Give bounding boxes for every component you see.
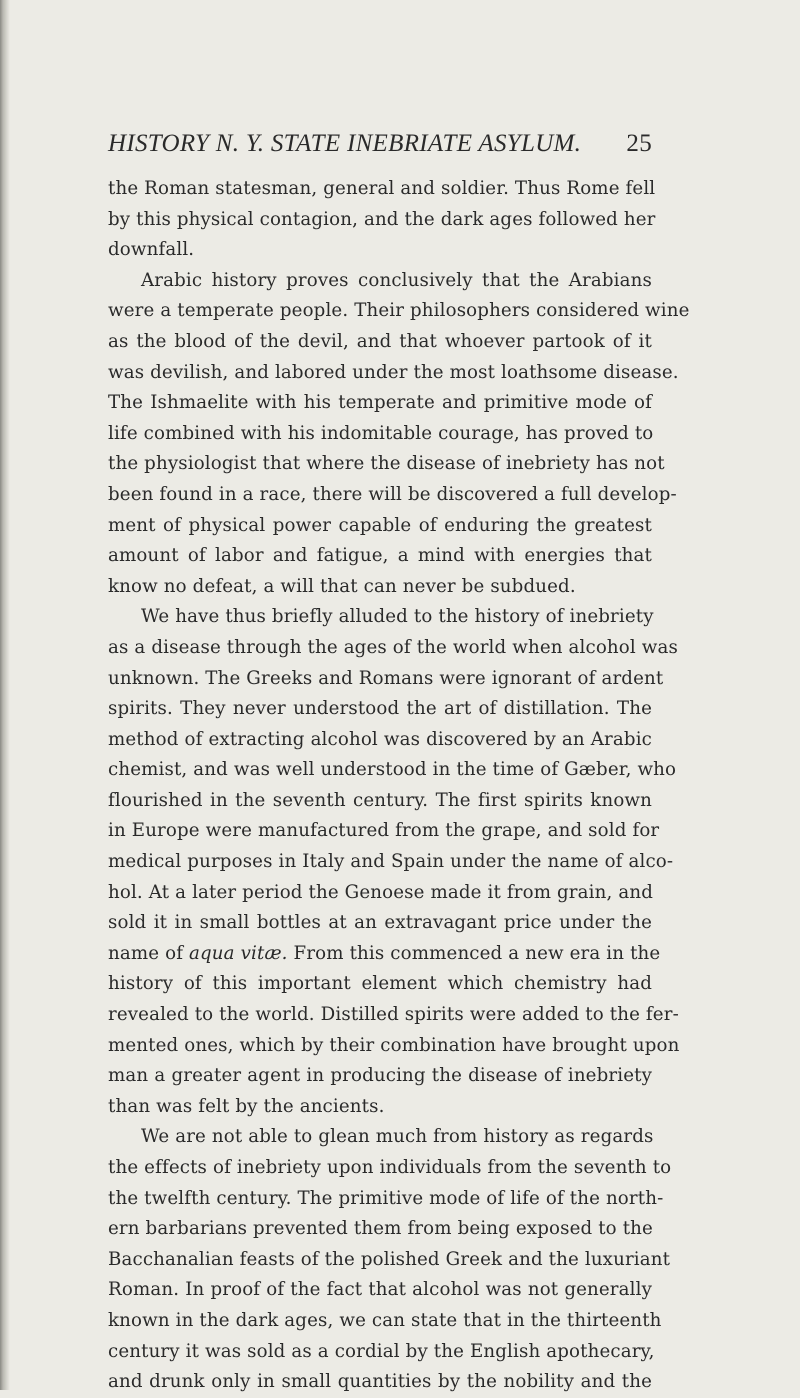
text-fragment: name of (108, 942, 190, 964)
text-line: were a temperate people. Their philosophers considered wine (108, 300, 690, 322)
text-line: man a greater agent in producing the disease of inebriety (108, 1065, 652, 1087)
text-line: and drunk only in small quantities by the nobility and the (108, 1371, 652, 1393)
text-line: medical purposes in Italy and Spain under the name of alco- (108, 851, 674, 873)
text-line: chemist, and was well understood in the time of Gæber, who (108, 759, 677, 781)
text-line: ment of physical power capable of enduring the greatest (108, 514, 652, 536)
text-line: mented ones, which by their combination have brought upon (108, 1034, 680, 1056)
text-line: history of this important element which chemistry had (108, 973, 652, 995)
text-line: method of extracting alcohol was discovered by an Arabic (108, 728, 652, 750)
text-line: downfall. (108, 239, 195, 261)
text-line: known in the dark ages, we can state that in the thirteenth (108, 1309, 662, 1331)
text-line: unknown. The Greeks and Romans were ignorant of ardent (108, 667, 664, 689)
text-line: as the blood of the devil, and that whoever partook of it (108, 330, 652, 352)
text-line: The Ishmaelite with his temperate and primitive mode of (108, 392, 652, 414)
paragraph-3 (108, 602, 680, 1122)
text-line: spirits. They never understood the art of distillation. The (108, 698, 652, 720)
body-text (108, 174, 690, 1398)
page-binding-edge (0, 0, 10, 1390)
text-line: ern barbarians prevented them from being exposed to the (108, 1218, 653, 1240)
text-line: than was felt by the ancients. (108, 1095, 385, 1117)
text-line: amount of labor and fatigue, a mind with energies that (108, 545, 652, 567)
text-line: the Roman statesman, general and soldier. Thus Rome fell (108, 178, 656, 199)
text-line: the twelfth century. The primitive mode of life of the north- (108, 1187, 664, 1209)
text-line: We have thus briefly alluded to the history of inebriety (141, 606, 654, 628)
aqua-vitae-term: aqua vitæ. (189, 942, 288, 964)
text-line: the effects of inebriety upon individuals from the seventh to (108, 1157, 672, 1178)
text-line: century it was sold as a cordial by the English apothecary, (108, 1340, 655, 1362)
text-line-aqua-vitae (108, 939, 661, 970)
text-line: sold it in small bottles at an extravagant price under the (108, 912, 652, 934)
paragraph-4 (108, 1122, 672, 1397)
text-line: by this physical contagion, and the dark ages followed her (108, 208, 656, 230)
text-line: flourished in the seventh century. The first spirits known (108, 789, 652, 811)
text-line: hol. At a later period the Genoese made it from grain, and (108, 881, 653, 903)
paragraph-1 (108, 174, 656, 266)
text-line: been found in a race, there will be discovered a full develop- (108, 483, 677, 505)
running-head-title: HISTORY N. Y. STATE INEBRIATE ASYLUM. (108, 130, 582, 157)
page-number: 25 (626, 130, 652, 157)
text-line: Bacchanalian feasts of the polished Greek and the luxuriant (108, 1248, 671, 1270)
text-line: revealed to the world. Distilled spirits were added to the fer- (108, 1004, 679, 1026)
text-line: Roman. In proof of the fact that alcohol was not generally (108, 1279, 652, 1301)
paragraph-2 (108, 266, 690, 603)
text-line: as a disease through the ages of the world when alcohol was (108, 636, 678, 658)
running-head (108, 130, 652, 160)
text-fragment: From this commenced a new era in the (287, 942, 661, 964)
text-line: We are not able to glean much from history as regards (141, 1126, 654, 1148)
text-line: life combined with his indomitable courage, has proved to (108, 422, 654, 444)
text-line: was devilish, and labored under the most loathsome disease. (108, 361, 679, 383)
text-line: the physiologist that where the disease of inebriety has not (108, 453, 665, 475)
text-line: know no defeat, a will that can never be subdued. (108, 575, 576, 597)
text-line: in Europe were manufactured from the grape, and sold for (108, 820, 660, 842)
text-line: Arabic history proves conclusively that the Arabians (141, 269, 652, 291)
